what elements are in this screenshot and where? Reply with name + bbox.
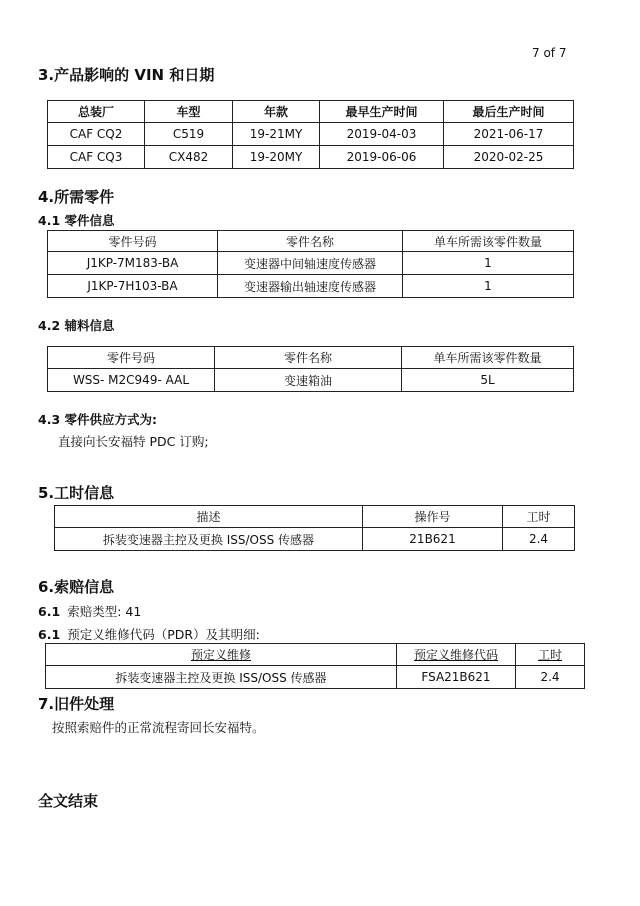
section-7-text: 按照索赔件的正常流程寄回长安福特。 (52, 720, 265, 735)
table-cell: 拆装变速器主控及更换 ISS/OSS 传感器 (55, 528, 363, 551)
supply-method-title: 4.3 零件供应方式为: (38, 412, 157, 427)
header-cell-text: 预定义维修代码 (413, 648, 498, 662)
materials-info-title: 4.2 辅料信息 (38, 318, 115, 333)
header-cell: 操作号 (363, 506, 503, 528)
header-cell-text: 预定义维修 (190, 648, 251, 662)
claim-type-text: 索赔类型: 41 (67, 604, 142, 619)
table-cell: 2020-02-25 (444, 146, 574, 169)
section-6-title: 6.索赔信息 (38, 578, 115, 596)
pdr-text: 预定义维修代码（PDR）及其明细: (67, 627, 260, 642)
table-header-row (55, 506, 575, 528)
table-cell: 2019-04-03 (320, 123, 444, 146)
header-cell: 零件名称 (215, 347, 402, 369)
header-cell (397, 644, 516, 666)
claim-type-line (38, 601, 141, 620)
table-header-row (48, 231, 574, 252)
table-cell: 变速器输出轴速度传感器 (218, 275, 403, 298)
table-header-row (46, 644, 585, 666)
header-cell: 工时 (503, 506, 575, 528)
table-cell: J1KP-7M183-BA (48, 252, 218, 275)
page-number: 7 of 7 (532, 46, 567, 60)
table-cell: 5L (402, 369, 574, 392)
section-4-title: 4.所需零件 (38, 188, 115, 206)
parts-table (47, 230, 574, 298)
header-cell: 单车所需该零件数量 (402, 347, 574, 369)
table-row (48, 123, 574, 146)
table-header-row (48, 101, 574, 123)
header-cell: 零件号码 (48, 231, 218, 252)
header-cell (46, 644, 397, 666)
table-cell: FSA21B621 (397, 666, 516, 689)
table-header-row (48, 347, 574, 369)
table-cell: J1KP-7H103-BA (48, 275, 218, 298)
header-cell: 车型 (145, 101, 233, 123)
table-cell: C519 (145, 123, 233, 146)
header-cell (516, 644, 585, 666)
header-cell: 最早生产时间 (320, 101, 444, 123)
supply-method-text: 直接向长安福特 PDC 订购; (58, 434, 209, 449)
table-cell: WSS- M2C949- AAL (48, 369, 215, 392)
end-text: 全文结束 (38, 792, 99, 810)
header-cell: 最后生产时间 (444, 101, 574, 123)
header-cell: 总装厂 (48, 101, 145, 123)
table-cell: 21B621 (363, 528, 503, 551)
table-row (48, 252, 574, 275)
vin-date-table (47, 100, 574, 169)
pdr-table (45, 643, 585, 689)
claim-type-number: 6.1 (38, 604, 61, 619)
table-cell: 2021-06-17 (444, 123, 574, 146)
table-cell: 变速器中间轴速度传感器 (218, 252, 403, 275)
section-5-title: 5.工时信息 (38, 484, 115, 502)
pdr-number: 6.1 (38, 627, 61, 642)
table-cell: CAF CQ3 (48, 146, 145, 169)
header-cell: 零件名称 (218, 231, 403, 252)
header-cell: 描述 (55, 506, 363, 528)
table-cell: CX482 (145, 146, 233, 169)
table-cell: 拆装变速器主控及更换 ISS/OSS 传感器 (46, 666, 397, 689)
header-cell: 单车所需该零件数量 (403, 231, 574, 252)
labor-table (54, 505, 575, 551)
table-cell: 1 (403, 275, 574, 298)
table-cell: CAF CQ2 (48, 123, 145, 146)
table-cell: 2.4 (516, 666, 585, 689)
table-row (48, 146, 574, 169)
table-cell: 2.4 (503, 528, 575, 551)
table-row (55, 528, 575, 551)
table-row (48, 369, 574, 392)
table-cell: 19-20MY (233, 146, 320, 169)
materials-table (47, 346, 574, 392)
table-cell: 变速箱油 (215, 369, 402, 392)
header-cell: 零件号码 (48, 347, 215, 369)
parts-info-title: 4.1 零件信息 (38, 213, 115, 228)
section-3-title: 3.产品影响的 VIN 和日期 (38, 66, 215, 84)
header-cell-text: 工时 (537, 648, 562, 662)
pdr-line (38, 624, 260, 643)
section-7-title: 7.旧件处理 (38, 695, 115, 713)
header-cell: 年款 (233, 101, 320, 123)
table-cell: 19-21MY (233, 123, 320, 146)
table-cell: 1 (403, 252, 574, 275)
table-row (46, 666, 585, 689)
table-row (48, 275, 574, 298)
table-cell: 2019-06-06 (320, 146, 444, 169)
